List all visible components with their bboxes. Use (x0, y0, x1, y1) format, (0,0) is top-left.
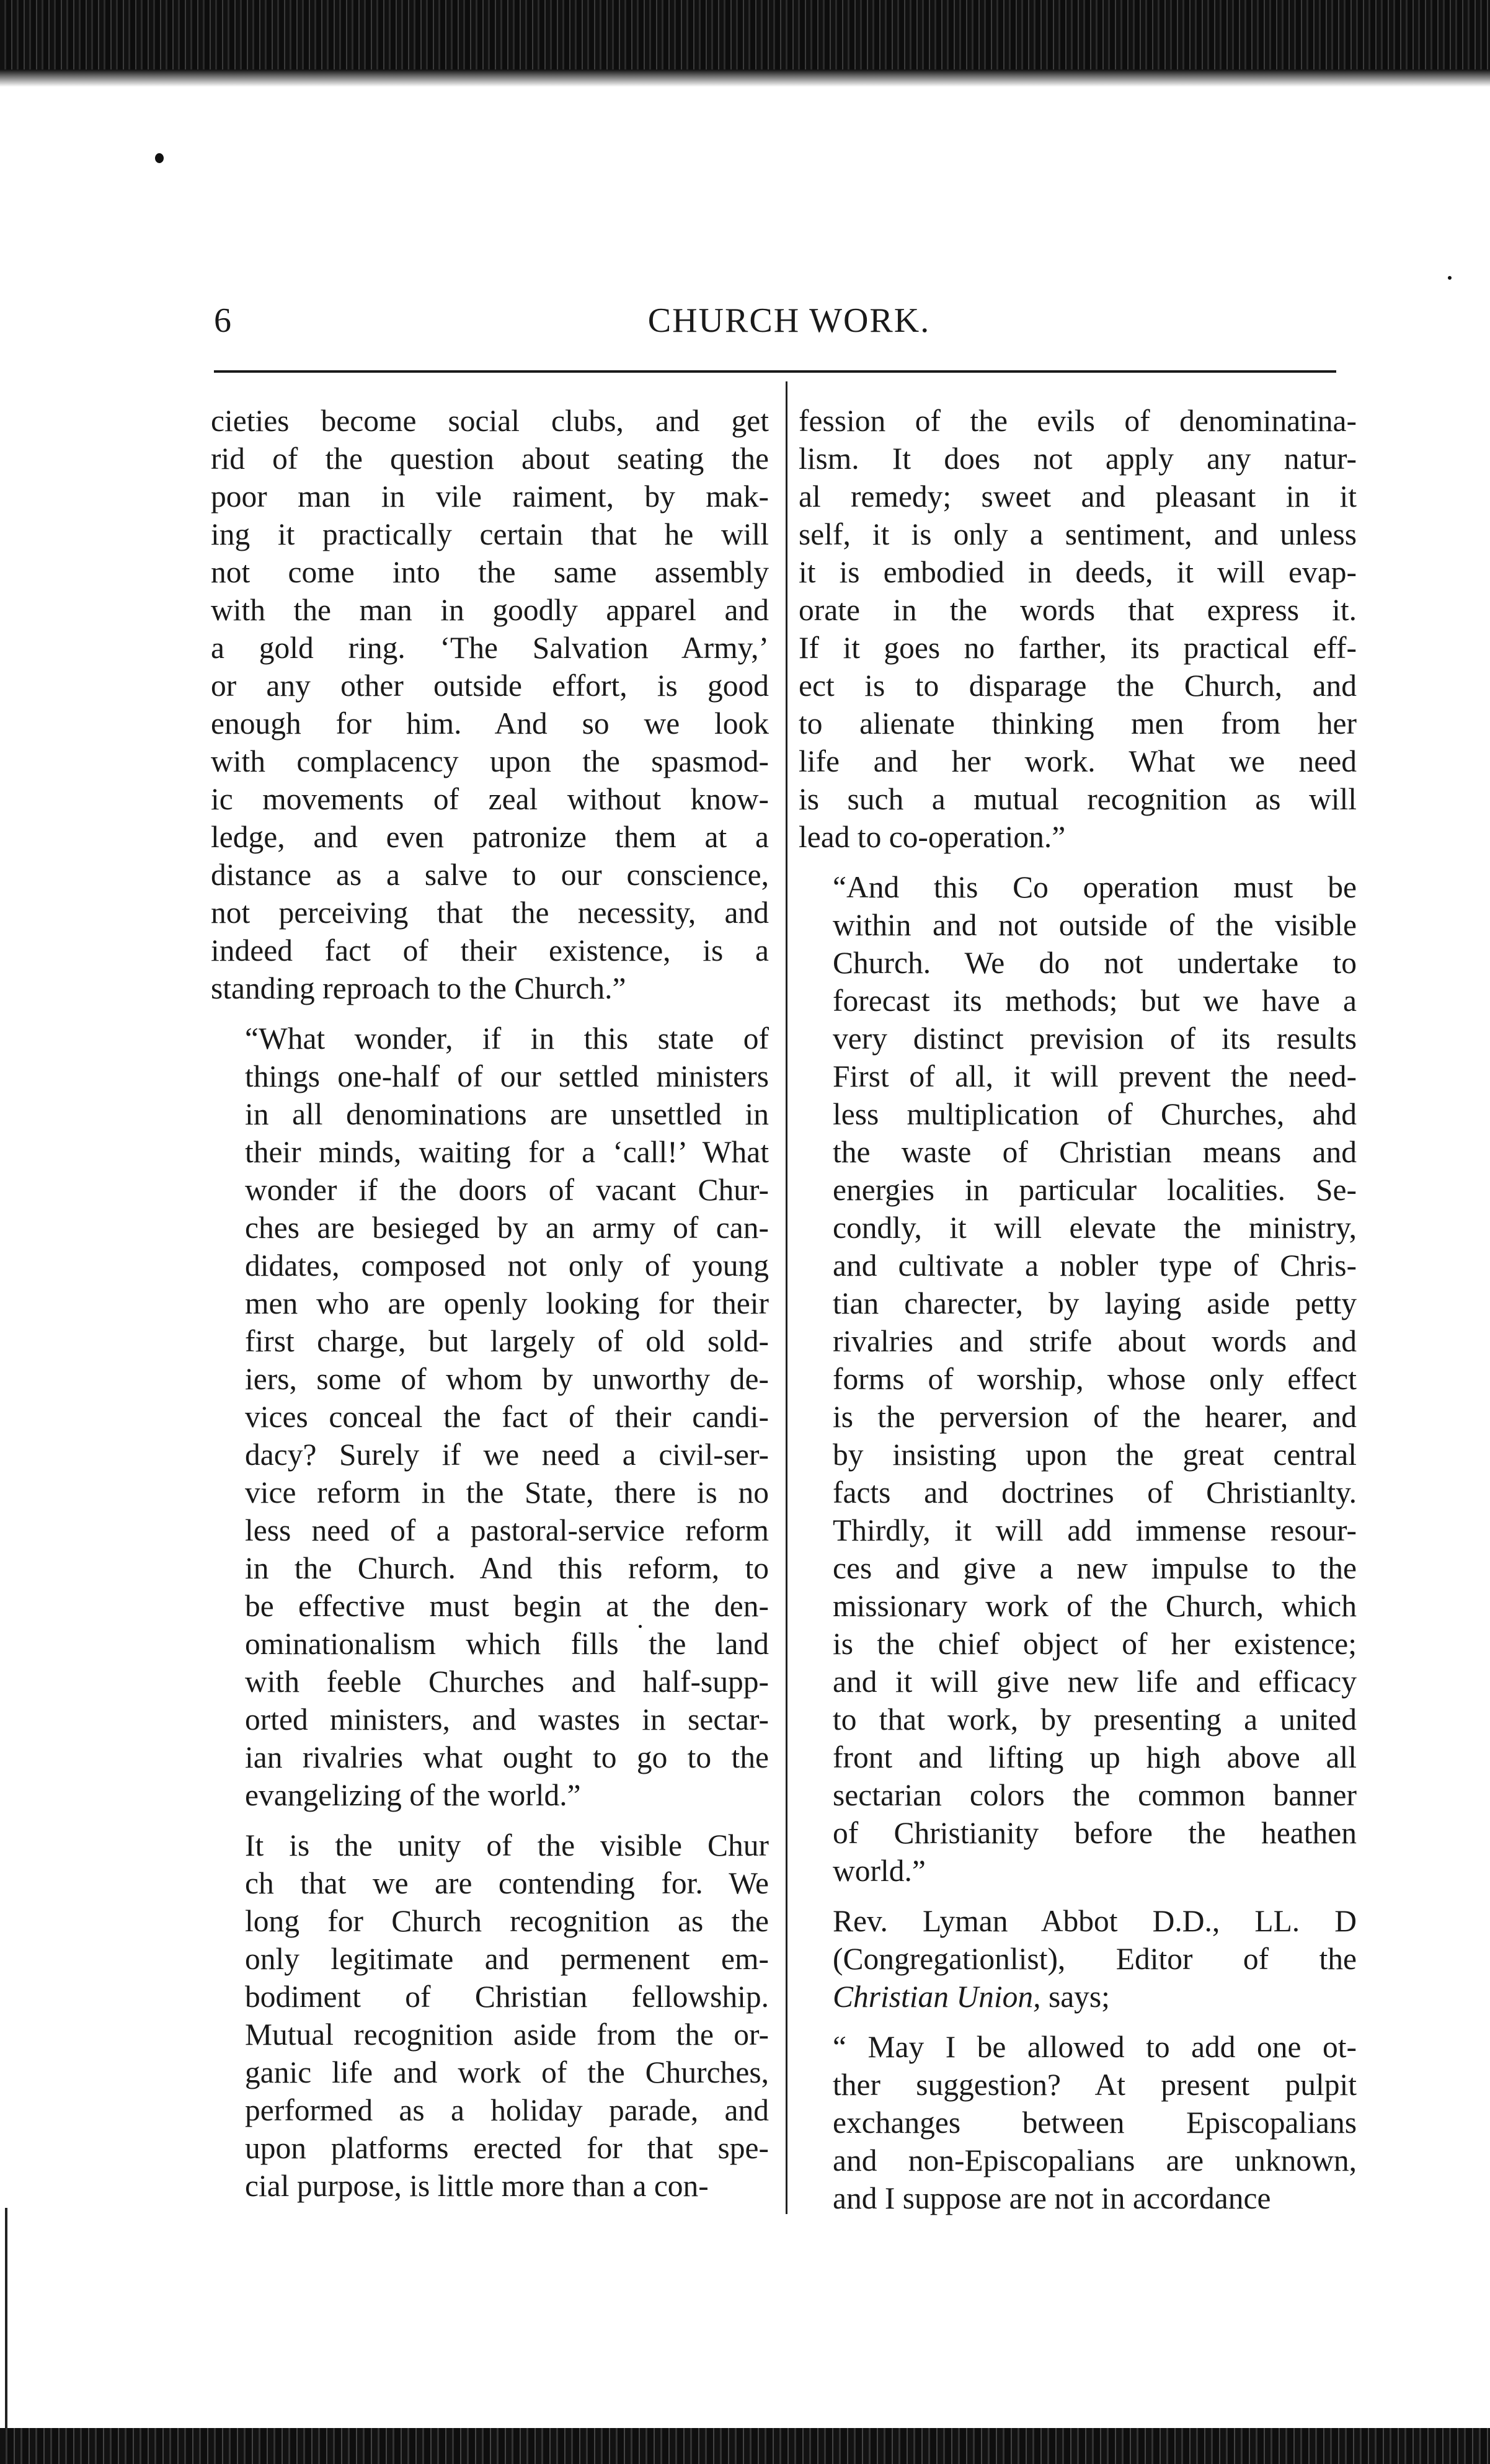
text-line: standing reproach to the Church.” (211, 971, 626, 1005)
text-line: the waste of Christian means and (833, 1135, 1357, 1169)
paragraph (211, 1020, 769, 1814)
text-line: exchanges between Episcopalians (833, 2106, 1357, 2140)
text-line: cieties become social clubs, and get (211, 404, 769, 438)
text-line: less multiplication of Churches, ahd (833, 1097, 1357, 1131)
page-number: 6 (214, 301, 233, 340)
text-line: rivalries and strife about words and (833, 1324, 1357, 1358)
text-line: didates, composed not only of young (245, 1248, 769, 1283)
text-line: lism. It does not apply any natur- (799, 442, 1357, 476)
publication-title: Christian Union, (833, 1980, 1041, 2014)
text-line: life and her work. What we need (799, 744, 1357, 778)
text-line: ch that we are contending for. We (245, 1866, 769, 1900)
text-line: poor man in vile raiment, by mak- (211, 479, 769, 514)
text-line: bodiment of Christian fellowship. (245, 1980, 769, 2014)
text-line: fession of the evils of denominatina- (799, 404, 1357, 438)
text-line: things one-half of our settled ministers (245, 1059, 769, 1093)
text-line: vice reform in the State, there is no (245, 1475, 769, 1510)
scan-left-edge (5, 2208, 7, 2428)
text-line: ing it practically certain that he will (211, 517, 769, 551)
text-line: (Congregationlist), Editor of the (833, 1942, 1357, 1976)
paragraph (799, 1902, 1357, 2016)
text-line: with complacency upon the spasmod- (211, 744, 769, 778)
text-line: “And this Co operation must be (833, 870, 1357, 904)
text-line: tian charecter, by laying aside petty (833, 1286, 1357, 1320)
text-line: vices conceal the fact of their candi- (245, 1400, 769, 1434)
text-line: with feeble Churches and half-supp- (245, 1665, 769, 1699)
text-line: missionary work of the Church, which (833, 1589, 1357, 1623)
text-line: orate in the words that express it. (799, 593, 1357, 627)
text-line: upon platforms erected for that spe- (245, 2131, 769, 2165)
text-line: in the Church. And this reform, to (245, 1551, 769, 1585)
text-line: energies in particular localities. Se- (833, 1173, 1357, 1207)
running-title: CHURCH WORK. (647, 301, 931, 340)
text-line: and cultivate a nobler type of Chris- (833, 1248, 1357, 1283)
text-line: ganic life and work of the Churches, (245, 2055, 769, 2089)
text-line: orted ministers, and wastes in sectar- (245, 1702, 769, 1737)
text-line: ces and give a new impulse to the (833, 1551, 1357, 1585)
text-line: is such a mutual recognition as will (799, 782, 1357, 816)
text-line: If it goes no farther, its practical eff- (799, 631, 1357, 665)
paragraph (799, 868, 1357, 1890)
text-line: with the man in goodly apparel and (211, 593, 769, 627)
paragraph (799, 402, 1357, 856)
text-line: forms of worship, whose only effect (833, 1362, 1357, 1396)
right-column (799, 402, 1357, 2230)
text-line: performed as a holiday parade, and (245, 2093, 769, 2127)
text-line: “What wonder, if in this state of (245, 1021, 769, 1056)
header-rule (214, 370, 1336, 373)
text-line: Mutual recognition aside from the or- (245, 2017, 769, 2052)
text-line: Rev. Lyman Abbot D.D., LL. D (833, 1904, 1357, 1938)
text-line: their minds, waiting for a ‘call!’ What (245, 1135, 769, 1169)
text-line: be effective must begin at the den- (245, 1589, 769, 1623)
text-line: within and not outside of the visible (833, 908, 1357, 942)
text-line: is the perversion of the hearer, and (833, 1400, 1357, 1434)
text-line: First of all, it will prevent the need- (833, 1059, 1357, 1093)
text-line: less need of a pastoral-service reform (245, 1513, 769, 1547)
text-line: is the chief object of her existence; (833, 1627, 1357, 1661)
text-line: Church. We do not undertake to (833, 946, 1357, 980)
text-line: in all denominations are unsettled in (245, 1097, 769, 1131)
text-line: condly, it will elevate the ministry, (833, 1211, 1357, 1245)
text-line: facts and doctrines of Christianlty. (833, 1475, 1357, 1510)
page-header (214, 301, 1364, 350)
text-line: self, it is only a sentiment, and unless (799, 517, 1357, 551)
text-line: a gold ring. ‘The Salvation Army,’ (211, 631, 769, 665)
text-fragment: says; (1040, 1980, 1110, 2014)
text-line: evangelizing of the world.” (245, 1778, 581, 1812)
text-line: and I suppose are not in accordance (833, 2181, 1271, 2215)
text-line: iers, some of whom by unworthy de- (245, 1362, 769, 1396)
text-line: not perceiving that the necessity, and (211, 896, 769, 930)
text-line: cial purpose, is little more than a con- (245, 2169, 709, 2203)
paragraph (211, 1826, 769, 2205)
text-line: sectarian colors the common banner (833, 1778, 1357, 1812)
text-line: and it will give new life and efficacy (833, 1665, 1357, 1699)
scan-bottom-edge (0, 2428, 1490, 2464)
text-line: not come into the same assembly (211, 555, 769, 589)
scan-speck (155, 153, 164, 163)
text-line: or any other outside effort, is good (211, 669, 769, 703)
text-line: ic movements of zeal without know- (211, 782, 769, 816)
text-line: ther suggestion? At present pulpit (833, 2068, 1357, 2102)
text-line: indeed fact of their existence, is a (211, 933, 769, 967)
text-line: front and lifting up high above all (833, 1740, 1357, 1774)
text-line: forecast its methods; but we have a (833, 984, 1357, 1018)
text-line: Thirdly, it will add immense resour- (833, 1513, 1357, 1547)
text-line: ominationalism which fills the land (245, 1627, 769, 1661)
text-line: world.” (833, 1854, 926, 1888)
paragraph (799, 2028, 1357, 2217)
text-line: al remedy; sweet and pleasant in it (799, 479, 1357, 514)
text-line: of Christianity before the heathen (833, 1816, 1357, 1850)
text-line: men who are openly looking for their (245, 1286, 769, 1320)
text-line: lead to co-operation.” (799, 820, 1066, 854)
scan-speck (1448, 276, 1452, 280)
text-line: to alienate thinking men from her (799, 706, 1357, 741)
text-line: ches are besieged by an army of can- (245, 1211, 769, 1245)
paragraph (211, 402, 769, 1007)
text-line: very distinct prevision of its results (833, 1021, 1357, 1056)
text-line: dacy? Surely if we need a civil-ser- (245, 1438, 769, 1472)
text-line: first charge, but largely of old sold- (245, 1324, 769, 1358)
text-line: ian rivalries what ought to go to the (245, 1740, 769, 1774)
text-line: distance as a salve to our conscience, (211, 858, 769, 892)
text-line: only legitimate and permenent em- (245, 1942, 769, 1976)
text-line: by insisting upon the great central (833, 1438, 1357, 1472)
text-line (799, 1978, 1357, 2016)
text-line: wonder if the doors of vacant Chur- (245, 1173, 769, 1207)
text-line: enough for him. And so we look (211, 706, 769, 741)
text-line: ect is to disparage the Church, and (799, 669, 1357, 703)
text-line: to that work, by presenting a united (833, 1702, 1357, 1737)
text-line: and non-Episcopalians are unknown, (833, 2143, 1357, 2177)
text-line: “ May I be allowed to add one ot- (833, 2030, 1357, 2064)
text-line: It is the unity of the visible Chur (245, 1828, 769, 1862)
text-line: ledge, and even patronize them at a (211, 820, 769, 854)
column-divider (786, 381, 787, 2214)
left-column (211, 402, 769, 2217)
scan-top-edge (0, 0, 1490, 87)
text-line: it is embodied in deeds, it will evap- (799, 555, 1357, 589)
text-line: long for Church recognition as the (245, 1904, 769, 1938)
text-line: rid of the question about seating the (211, 442, 769, 476)
